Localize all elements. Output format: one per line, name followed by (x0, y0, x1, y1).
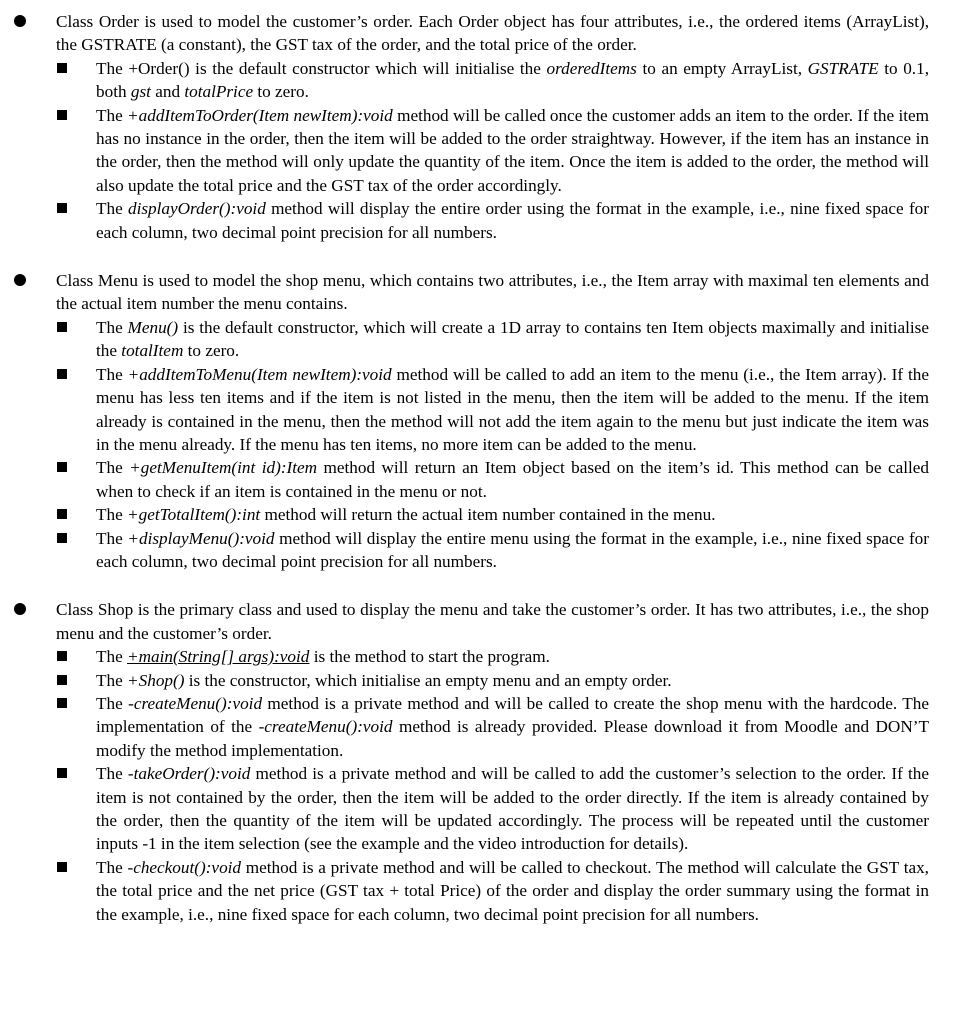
text-segment: is the constructor, which initialise an empty menu and an empty order. (184, 670, 672, 690)
text-segment: The (96, 528, 128, 548)
square-bullet-icon (57, 768, 67, 778)
list-item (56, 645, 929, 668)
class-section (56, 269, 929, 573)
text-segment: to 0.1, both (96, 58, 929, 102)
method-signature: GSTRATE (807, 58, 879, 78)
method-signature: +main(String[] args):void (127, 647, 310, 667)
method-signature: +getTotalItem():int (127, 505, 261, 525)
method-signature: displayOrder():void (128, 199, 266, 219)
square-bullet-icon (57, 533, 67, 543)
square-bullet-icon (57, 675, 67, 685)
method-signature: -createMenu():void (128, 693, 263, 713)
text-segment: The +Order() is the default constructor which will initialise the (96, 58, 547, 78)
list-item (56, 527, 929, 574)
list-item (56, 856, 929, 926)
text-segment: The (96, 364, 128, 384)
method-list (56, 645, 929, 926)
text-segment: The (96, 670, 128, 690)
square-bullet-icon (57, 63, 67, 73)
method-signature: +addItemToMenu(Item newItem):void (127, 364, 392, 384)
text-segment: is the method to start the program. (309, 647, 550, 667)
square-bullet-icon (57, 698, 67, 708)
method-signature: +Shop() (127, 670, 185, 690)
text-segment: The (96, 105, 128, 125)
square-bullet-icon (57, 651, 67, 661)
text-segment: method is a private method and will be called to add the customer’s selection to the order. If the item is not contained by the order, then the item will be added to the order directly. If the item is already contained by the order, then the quantity of the item will be updated accordingly. The process will be repeated until the customer inputs -1 in the item selection (see the example and the video introduction for details). (96, 764, 929, 854)
section-intro: Class Order is used to model the customer’s order. Each Order object has four attributes, i.e., the ordered items (ArrayList), the GSTRATE (a constant), the GST tax of the order, and the total price of the order. (56, 12, 929, 55)
text-segment: method will display the entire order using the format in the example, i.e., nine fixed space for each column, two decimal point precision for all numbers. (96, 199, 929, 242)
list-item (56, 762, 929, 856)
text-segment: method is already provided. Please download it from Moodle and DON’T modify the method implementation. (96, 717, 929, 760)
text-segment: method will display the entire menu using the format in the example, i.e., nine fixed space for each column, two decimal point precision for all numbers. (96, 528, 929, 571)
text-segment: The (96, 505, 128, 525)
bullet-dot-icon (14, 15, 26, 27)
square-bullet-icon (57, 509, 67, 519)
text-segment: to zero. (183, 341, 240, 361)
text-segment: The (96, 199, 128, 219)
text-segment: The (96, 693, 129, 713)
method-signature: totalPrice (184, 82, 254, 102)
list-item (56, 57, 929, 104)
square-bullet-icon (57, 462, 67, 472)
text-segment: The (96, 857, 128, 877)
square-bullet-icon (57, 322, 67, 332)
method-signature: gst (130, 82, 151, 102)
method-signature: -createMenu():void (258, 717, 393, 737)
list-item (56, 197, 929, 244)
method-signature: +displayMenu():void (127, 528, 275, 548)
text-segment: The (96, 317, 128, 337)
list-item (56, 456, 929, 503)
class-section (56, 598, 929, 926)
text-segment: method will return the actual item number contained in the menu. (260, 505, 716, 525)
section-intro: Class Shop is the primary class and used to display the menu and take the customer’s order. It has two attributes, i.e., the shop menu and the customer’s order. (56, 600, 929, 643)
list-item (56, 503, 929, 526)
text-segment: is the default constructor, which will create a 1D array to contains ten Item objects maximally and initialise the (96, 317, 929, 361)
text-segment: to zero. (253, 82, 309, 102)
square-bullet-icon (57, 369, 67, 379)
text-segment: method is a private method and will be called to checkout. The method will calculate the GST tax, the total price and the net price (GST tax + total Price) of the order and display the order summary using the format in the example, i.e., nine fixed space for each column, two decimal point precision for all numbers. (96, 857, 929, 924)
method-signature: totalItem (121, 341, 184, 361)
square-bullet-icon (57, 862, 67, 872)
list-item (56, 692, 929, 762)
method-signature: -takeOrder():void (127, 764, 251, 784)
method-signature: +getMenuItem(int id):Item (129, 458, 318, 478)
list-item (56, 363, 929, 457)
text-segment: and (150, 82, 185, 102)
list-item (56, 669, 929, 692)
method-signature: orderedItems (546, 58, 637, 78)
method-signature: +addItemToOrder(Item newItem):void (127, 105, 393, 125)
square-bullet-icon (57, 203, 67, 213)
text-segment: method will be called once the customer adds an item to the order. If the item has no instance in the order, then the item will be added to the order straightway. However, if the item has an instance in the order, then the method will only update the quantity of the item. Once the item is added to the order, the method will also update the total price and the GST tax of the order accordingly. (96, 105, 929, 195)
method-signature: Menu() (127, 317, 179, 337)
method-list (56, 57, 929, 244)
class-section (56, 10, 929, 244)
text-segment: method is a private method and will be called to create the shop menu with the hardcode. The implementation of the (96, 693, 929, 737)
text-segment: The (96, 647, 128, 667)
square-bullet-icon (57, 110, 67, 120)
method-list (56, 316, 929, 573)
text-segment: to an empty ArrayList, (636, 58, 808, 78)
text-segment: method will return an Item object based on the item’s id. This method can be called when to check if an item is contained in the menu or not. (96, 458, 929, 501)
bullet-dot-icon (14, 274, 26, 286)
section-intro: Class Menu is used to model the shop menu, which contains two attributes, i.e., the Item array with maximal ten elements and the actual item number the menu contains. (56, 271, 929, 314)
list-item (56, 104, 929, 198)
text-segment: The (96, 764, 128, 784)
bullet-dot-icon (14, 603, 26, 615)
list-item (56, 316, 929, 363)
text-segment: method will be called to add an item to the menu (i.e., the Item array). If the menu has less ten items and if the item is not listed in the menu, then the item will be added to the menu. If the item already is contained in the menu, then the method will not add the item again to the menu but just indicate the item was in the menu already. If the menu has ten items, no more item can be added to the menu. (96, 364, 929, 454)
method-signature: -checkout():void (127, 857, 242, 877)
text-segment: The (96, 458, 130, 478)
